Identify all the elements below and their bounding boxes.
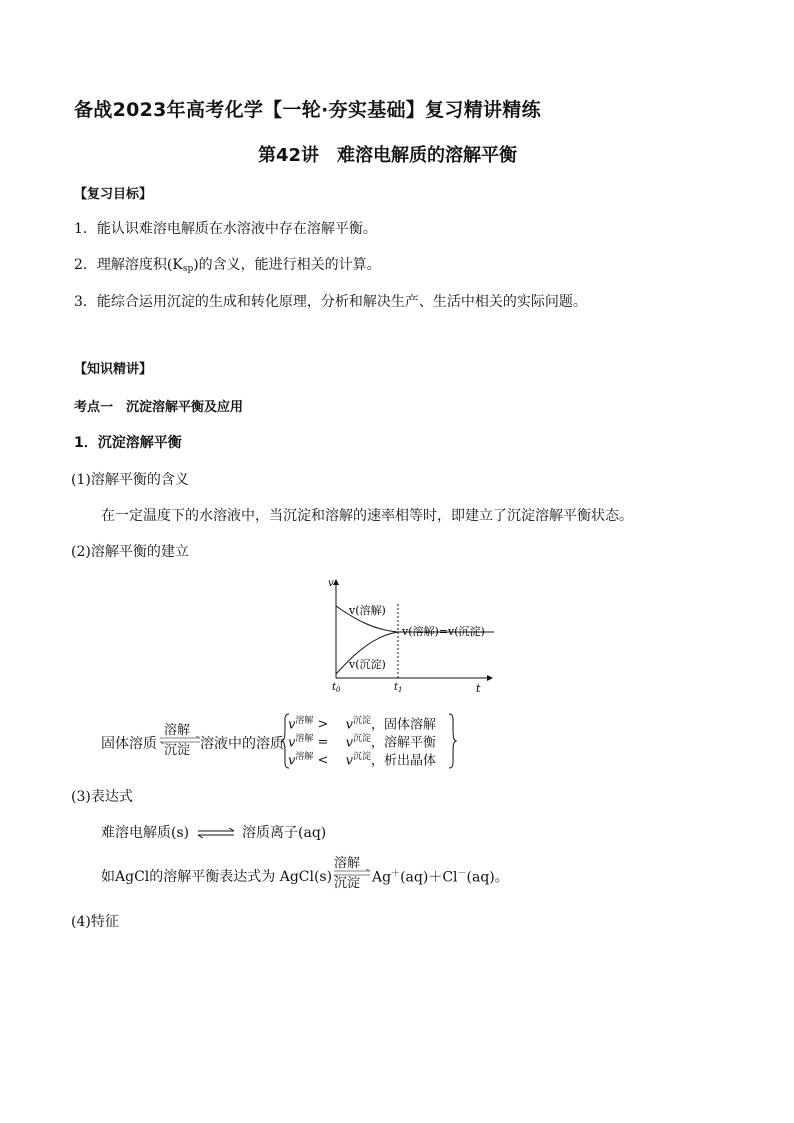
- topic-heading: 考点一 沉淀溶解平衡及应用: [74, 400, 244, 415]
- example-line: 如AgCl的溶解平衡表达式为 AgCl(s): [101, 869, 333, 885]
- t0-label: $t_0$: [332, 682, 341, 694]
- expression-line: 难溶电解质(s) 溶质离子(aq): [101, 825, 327, 841]
- knowledge-heading: 【知识精讲】: [74, 362, 153, 377]
- lecture-subtitle: 第42讲 难溶电解质的溶解平衡: [258, 145, 518, 166]
- review-heading: 【复习目标】: [74, 187, 153, 202]
- equilibrium-label: v(溶解)=v(沉淀): [402, 625, 485, 638]
- t1-label: $t_1$: [394, 682, 403, 694]
- y-axis-label: v: [328, 578, 334, 589]
- right-brace-icon: [447, 713, 457, 769]
- paragraph-title-3: (3)表达式: [71, 789, 133, 805]
- precip-curve-label: v(沉淀): [349, 658, 386, 671]
- document-title: 备战2023年高考化学【一轮·夯实基础】复习精讲精练: [74, 99, 541, 121]
- relation-left-text: 固体溶质: [101, 736, 157, 752]
- reversible-arrow-icon: [196, 828, 236, 838]
- goal-1: 1．能认识难溶电解质在水溶液中存在溶解平衡。: [74, 221, 377, 237]
- relation-row-1: $v^{溶解} > v^{沉淀}$，固体溶解: [288, 716, 437, 733]
- example-products: Ag＋(aq)＋Cl－(aq)。: [372, 869, 509, 886]
- section-heading: 1．沉淀溶解平衡: [74, 435, 182, 451]
- relation-row-2: $v^{溶解} = v^{沉淀}$，溶解平衡: [288, 734, 437, 751]
- paragraph-title-2: (2)溶解平衡的建立: [71, 544, 189, 560]
- paragraph-title-1: (1)溶解平衡的含义: [71, 472, 189, 488]
- x-axis-label: t: [476, 682, 481, 695]
- example-equilibrium-arrow: 溶解 沉淀: [332, 852, 376, 892]
- goal-2: 2．理解溶度积$(K_{sp})$的含义，能进行相关的计算。: [74, 257, 381, 274]
- dissolve-curve-label: v(溶解): [349, 604, 386, 617]
- relation-row-3: $v^{溶解} < v^{沉淀}$，析出晶体: [288, 752, 437, 769]
- rate-time-graph: [318, 574, 500, 698]
- relation-equilibrium-arrow: 溶解 沉淀: [158, 719, 202, 759]
- paragraph-title-4: (4)特征: [71, 914, 119, 930]
- goal-3: 3．能综合运用沉淀的生成和转化原理，分析和解决生产、生活中相关的实际问题。: [74, 294, 587, 310]
- paragraph-text-1: 在一定温度下的水溶液中，当沉淀和溶解的速率相等时，即建立了沉淀溶解平衡状态。: [101, 508, 633, 524]
- relation-middle-text: 溶液中的溶质: [200, 736, 284, 752]
